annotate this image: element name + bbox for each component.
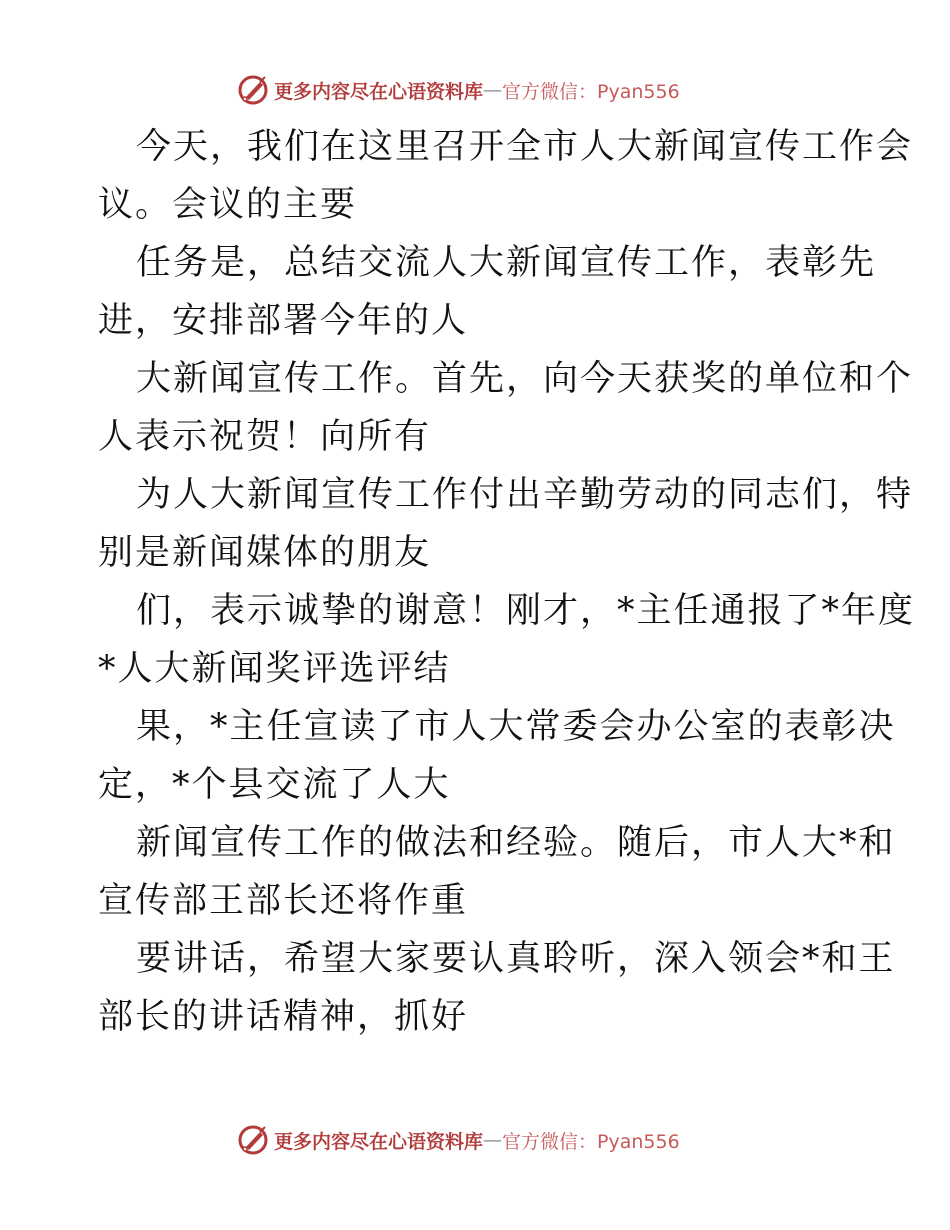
header-watermark — [236, 72, 680, 108]
text-line: 议。会议的主要 — [98, 185, 358, 225]
watermark-contact-text: 官方微信：Pyan556 — [502, 1130, 680, 1153]
watermark-brand-text: 更多内容尽在心语资料库 — [274, 80, 484, 103]
text-line: 要讲话，希望大家要认真聆听，深入领会*和王 — [136, 939, 896, 979]
watermark-separator: — — [483, 79, 503, 101]
text-line: 人表示祝贺！向所有 — [98, 417, 432, 457]
text-line: 今天，我们在这里召开全市人大新闻宣传工作会 — [136, 127, 914, 167]
text-line: 为人大新闻宣传工作付出辛勤劳动的同志们，特 — [136, 475, 914, 515]
text-line: 新闻宣传工作的做法和经验。随后，市人大*和 — [136, 823, 896, 863]
document-body — [98, 118, 916, 1046]
text-line: 果，*主任宣读了市人大常委会办公室的表彰决 — [136, 707, 896, 747]
watermark-brand-text: 更多内容尽在心语资料库 — [274, 1130, 484, 1153]
watermark-separator: — — [483, 1129, 503, 1151]
text-line: 大新闻宣传工作。首先，向今天获奖的单位和个 — [136, 359, 914, 399]
text-line: *人大新闻奖评选评结 — [98, 649, 451, 689]
text-line: 进，安排部署今年的人 — [98, 301, 469, 341]
text-line: 宣传部王部长还将作重 — [98, 881, 469, 921]
text-line: 任务是，总结交流人大新闻宣传工作，表彰先 — [136, 243, 877, 283]
quill-logo-icon — [236, 73, 270, 107]
text-line: 部长的讲话精神，抓好 — [98, 997, 469, 1037]
quill-logo-icon — [236, 1123, 270, 1157]
text-line: 们，表示诚挚的谢意！刚才，*主任通报了*年度 — [136, 591, 916, 631]
text-line: 定，*个县交流了人大 — [98, 765, 451, 805]
watermark-contact-text: 官方微信：Pyan556 — [502, 80, 680, 103]
footer-watermark — [236, 1122, 680, 1158]
text-line: 别是新闻媒体的朋友 — [98, 533, 432, 573]
